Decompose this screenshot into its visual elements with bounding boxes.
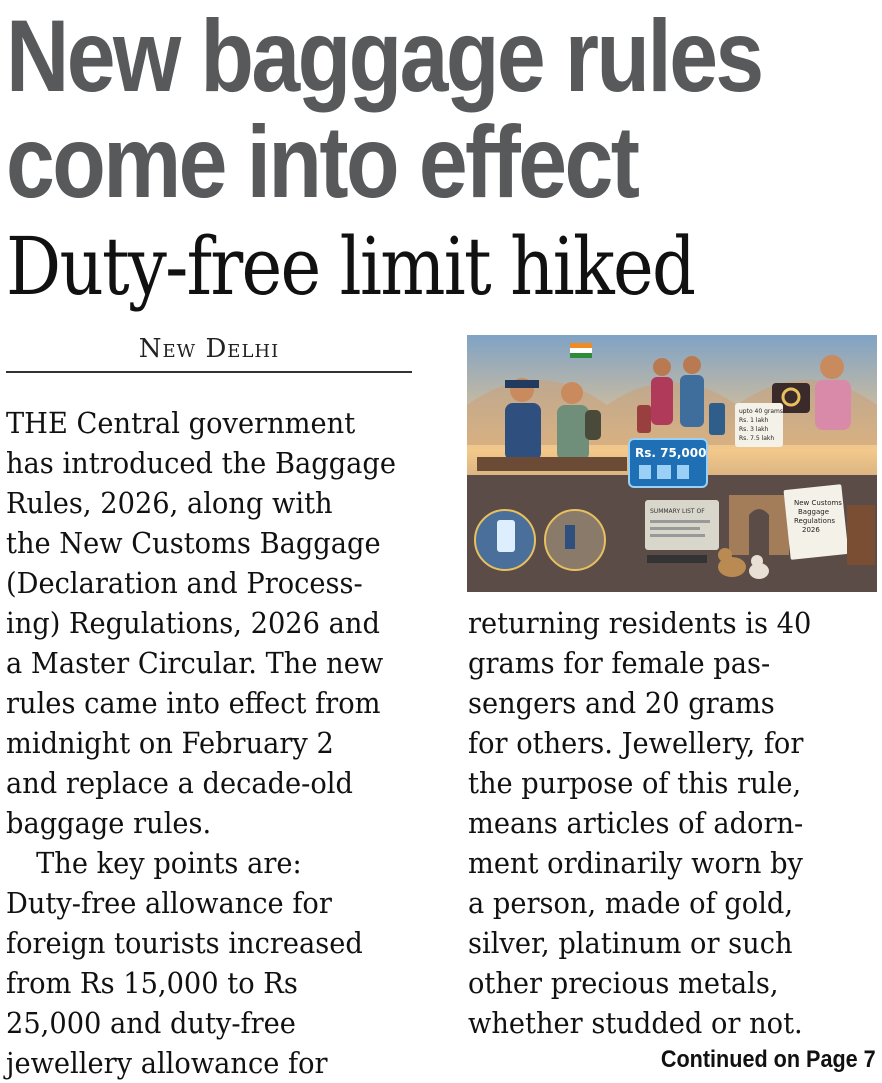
body-line: rules came into effect from: [6, 686, 381, 720]
dateline-rule: [6, 371, 412, 373]
body-line: for others. Jewellery, for: [468, 726, 804, 760]
body-line: from Rs 15,000 to Rs: [6, 966, 298, 1000]
laptop-label: SUMMARY LIST OF: [650, 508, 705, 515]
document-title: New Customs: [794, 499, 842, 507]
body-line: jewellery allowance for: [6, 1046, 328, 1080]
article-column-1: [6, 403, 416, 1083]
body-line: The key points are:: [36, 846, 302, 880]
body-line: THE Central government: [6, 406, 356, 440]
body-line: ing) Regulations, 2026 and: [6, 606, 380, 640]
body-line: grams for female pas-: [468, 646, 771, 680]
body-line: ment ordinarily worn by: [468, 846, 803, 880]
body-line: foreign tourists increased: [6, 926, 363, 960]
price-sign-text: Rs. 75,000: [635, 446, 707, 460]
body-line: whether studded or not.: [468, 1006, 803, 1040]
headline-line-2: come into effect: [6, 105, 638, 219]
body-line: a person, made of gold,: [468, 886, 794, 920]
body-line: has introduced the Baggage: [6, 446, 396, 480]
body-line: 25,000 and duty-free: [6, 1006, 296, 1040]
body-line: the purpose of this rule,: [468, 766, 802, 800]
body-line: sengers and 20 grams: [468, 686, 775, 720]
article-column-2: [468, 603, 878, 1043]
continued-link[interactable]: Continued on Page 7: [661, 1046, 876, 1073]
body-line: and replace a decade-old: [6, 766, 353, 800]
limits-text: Rs. 7.5 lakh: [739, 435, 775, 442]
body-line: means articles of adorn-: [468, 806, 804, 840]
body-line: a Master Circular. The new: [6, 646, 384, 680]
article-illustration: [467, 335, 877, 592]
body-line: baggage rules.: [6, 806, 212, 840]
headline-line-1: New baggage rules: [6, 0, 762, 113]
document-title: 2026: [802, 526, 820, 534]
limits-text: Rs. 1 lakh: [739, 417, 769, 424]
body-line: midnight on February 2: [6, 726, 334, 760]
limits-text: Rs. 3 lakh: [739, 426, 769, 433]
subheadline: Duty-free limit hiked: [6, 220, 695, 313]
body-line: other precious metals,: [468, 966, 779, 1000]
dateline: New Delhi: [138, 334, 280, 364]
body-line: returning residents is 40: [468, 606, 812, 640]
document-title: Regulations: [794, 517, 836, 525]
document-title: Baggage: [798, 508, 830, 516]
body-line: the New Customs Baggage: [6, 526, 381, 560]
body-line: Duty-free allowance for: [6, 886, 332, 920]
body-line: silver, platinum or such: [468, 926, 793, 960]
limits-text: upto 40 grams: [739, 408, 784, 415]
body-line: (Declaration and Process-: [6, 566, 363, 600]
body-line: Rules, 2026, along with: [6, 486, 333, 520]
